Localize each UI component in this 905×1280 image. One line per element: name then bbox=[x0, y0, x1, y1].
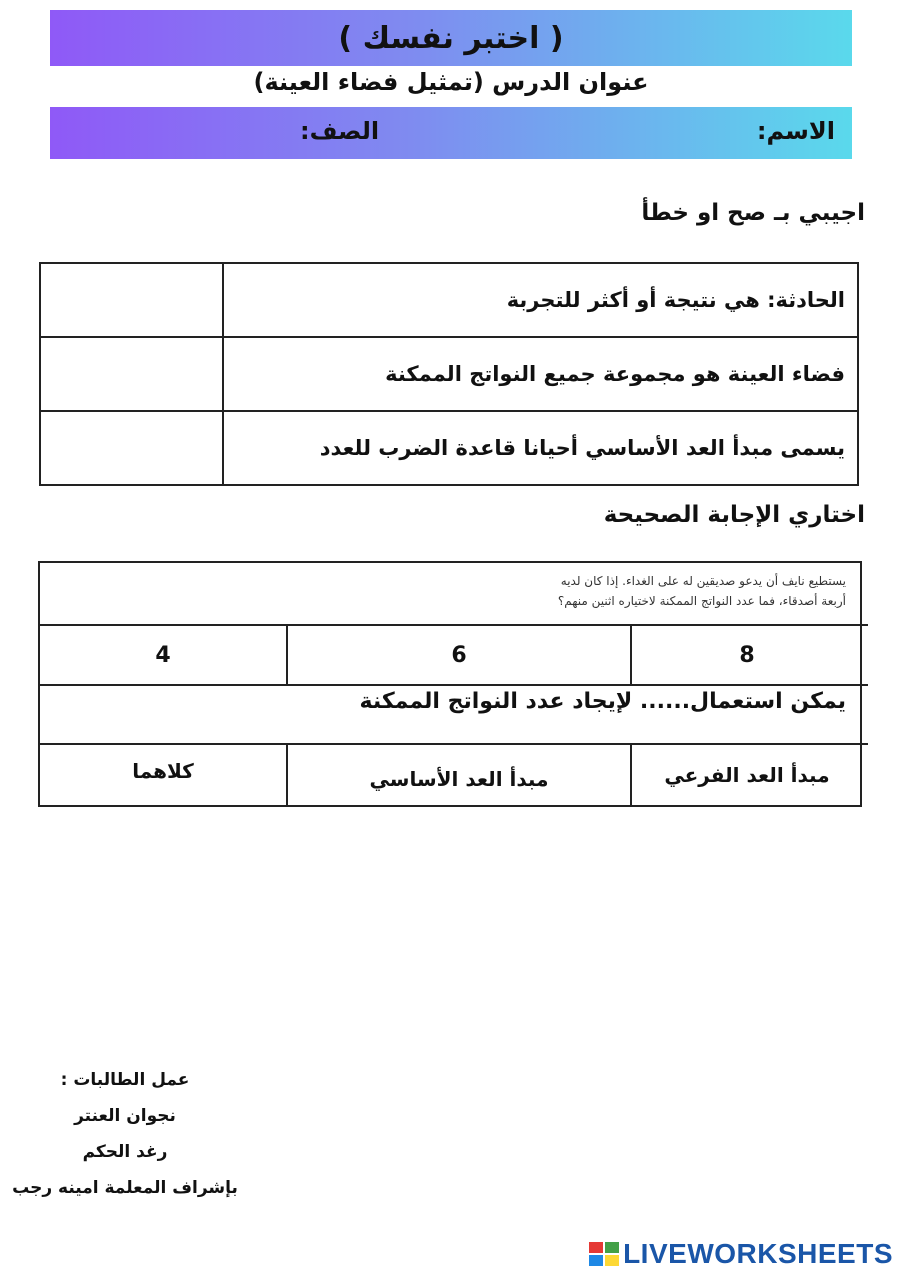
table-row bbox=[40, 337, 858, 411]
student-info-bar bbox=[50, 107, 852, 159]
supervisor-name: بإشراف المعلمة امينه رجب bbox=[12, 1178, 238, 1198]
brand-name: LIVEWORKSHEETS bbox=[623, 1238, 893, 1269]
option-fundamental-counting-principle[interactable]: مبدأ العد الأساسي bbox=[369, 767, 549, 791]
question-1-line: يستطيع نايف أن يدعو صديقين له على الغداء. إذا كان لديه bbox=[560, 574, 846, 588]
table-row bbox=[40, 263, 858, 337]
option-6[interactable]: 6 bbox=[451, 642, 467, 668]
liveworksheets-brand bbox=[589, 1238, 893, 1270]
multiple-choice-table bbox=[38, 561, 862, 807]
statement-cell: يسمى مبدأ العد الأساسي أحيانا قاعدة الضرب للعدد bbox=[223, 411, 858, 485]
option-8[interactable]: 8 bbox=[739, 642, 755, 668]
table-row bbox=[40, 411, 858, 485]
class-label: الصف: bbox=[300, 117, 380, 145]
true-false-heading: اجيبي بـ صح او خطأ bbox=[641, 200, 865, 226]
title-banner bbox=[50, 10, 852, 66]
question-1-text bbox=[446, 571, 846, 611]
statement-cell: الحادثة: هي نتيجة أو أكثر للتجربة bbox=[223, 263, 858, 337]
option-sub-counting-principle[interactable]: مبدأ العد الفرعي bbox=[664, 763, 830, 787]
true-false-table bbox=[39, 262, 859, 486]
answer-cell[interactable] bbox=[40, 337, 223, 411]
credits bbox=[10, 1062, 240, 1206]
student-name: رغد الحكم bbox=[82, 1142, 168, 1162]
answer-cell[interactable] bbox=[40, 411, 223, 485]
worksheet-title: ( اختبر نفسك ) bbox=[338, 20, 564, 56]
option-both[interactable]: كلاهما bbox=[132, 759, 194, 783]
option-4[interactable]: 4 bbox=[155, 642, 171, 668]
divider bbox=[40, 684, 868, 686]
question-2-text: يمكن استعمال...... لإيجاد عدد النواتج الممكنة bbox=[359, 689, 846, 714]
question-1-line: أربعة أصدقاء، فما عدد النواتج الممكنة لاختياره اثنين منهم؟ bbox=[557, 594, 846, 608]
answer-cell[interactable] bbox=[40, 263, 223, 337]
credits-heading: عمل الطالبات : bbox=[60, 1070, 190, 1090]
lesson-title: عنوان الدرس (تمثيل فضاء العينة) bbox=[253, 68, 649, 96]
student-name: نجوان العنتر bbox=[74, 1106, 176, 1126]
statement-cell: فضاء العينة هو مجموعة جميع النواتج الممكنة bbox=[223, 337, 858, 411]
name-label: الاسم: bbox=[756, 117, 835, 145]
liveworksheets-logo-icon bbox=[589, 1242, 619, 1266]
multiple-choice-heading: اختاري الإجابة الصحيحة bbox=[603, 502, 865, 528]
